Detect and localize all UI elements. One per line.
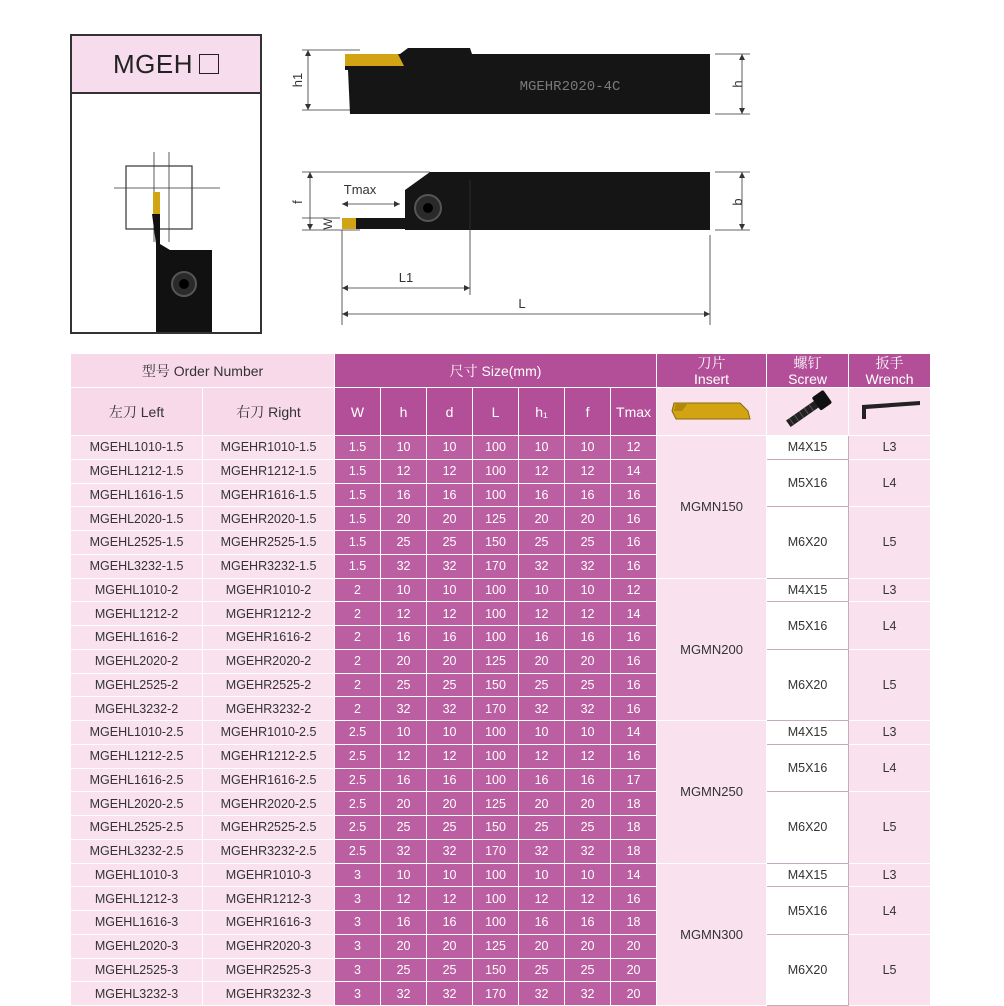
cell-dimension: 170 [473, 839, 519, 863]
cell-dimension: 125 [473, 792, 519, 816]
cell-dimension: 25 [381, 816, 427, 840]
table-row [71, 602, 931, 626]
cell-wrench: L3 [849, 578, 931, 602]
header-wrench [849, 354, 931, 388]
cell-dimension: 170 [473, 554, 519, 578]
cell-dimension: 12 [381, 459, 427, 483]
cell-dimension: 14 [611, 602, 657, 626]
cell-dimension: 125 [473, 934, 519, 958]
cell-dimension: 1.5 [335, 507, 381, 531]
cell-dimension: 2 [335, 626, 381, 650]
cell-dimension: 25 [565, 958, 611, 982]
cell-left-model: MGEHL2525-1.5 [71, 531, 203, 555]
cell-right-model: MGEHR1616-3 [203, 911, 335, 935]
cell-right-model: MGEHR2020-2.5 [203, 792, 335, 816]
cell-dimension: 12 [427, 459, 473, 483]
cell-left-model: MGEHL2525-3 [71, 958, 203, 982]
cell-dimension: 12 [565, 887, 611, 911]
cell-dimension: 32 [565, 554, 611, 578]
cell-dimension: 25 [427, 958, 473, 982]
cell-dimension: 20 [519, 792, 565, 816]
cell-dimension: 10 [381, 863, 427, 887]
cell-dimension: 3 [335, 982, 381, 1006]
holder-top-view [290, 172, 750, 325]
cell-dimension: 25 [427, 673, 473, 697]
cell-dimension: 1.5 [335, 554, 381, 578]
cell-dimension: 16 [519, 911, 565, 935]
cell-dimension: 16 [565, 911, 611, 935]
spec-table-body [71, 436, 931, 1006]
header-col-l: L [473, 388, 519, 436]
cell-dimension: 16 [427, 768, 473, 792]
cell-left-model: MGEHL1010-1.5 [71, 436, 203, 460]
cell-dimension: 12 [565, 744, 611, 768]
cell-dimension: 16 [611, 531, 657, 555]
cell-dimension: 20 [565, 649, 611, 673]
cell-dimension: 25 [565, 816, 611, 840]
cell-dimension: 16 [611, 649, 657, 673]
cell-dimension: 10 [427, 436, 473, 460]
cell-dimension: 16 [565, 626, 611, 650]
cell-left-model: MGEHL1616-3 [71, 911, 203, 935]
dim-tmax-label: Tmax [343, 182, 377, 197]
cell-dimension: 12 [565, 459, 611, 483]
cell-dimension: 16 [381, 626, 427, 650]
header-size: 尺寸 Size(mm) [335, 354, 657, 388]
cell-wrench: L3 [849, 436, 931, 460]
cell-dimension: 100 [473, 744, 519, 768]
cell-dimension: 10 [427, 721, 473, 745]
cell-dimension: 16 [519, 483, 565, 507]
cell-dimension: 16 [565, 768, 611, 792]
cell-screw: M4X15 [767, 863, 849, 887]
header-insert [657, 354, 767, 388]
table-row [71, 792, 931, 816]
cell-left-model: MGEHL1212-1.5 [71, 459, 203, 483]
cell-wrench: L5 [849, 934, 931, 1005]
cell-dimension: 25 [427, 531, 473, 555]
cell-dimension: 32 [519, 697, 565, 721]
cell-dimension: 20 [565, 934, 611, 958]
cell-right-model: MGEHR1212-1.5 [203, 459, 335, 483]
holder-dimension-drawings [280, 40, 760, 330]
table-row [71, 459, 931, 483]
cell-dimension: 12 [611, 578, 657, 602]
spec-table [70, 353, 931, 1006]
cell-dimension: 12 [519, 602, 565, 626]
cell-dimension: 16 [427, 483, 473, 507]
cell-dimension: 16 [381, 911, 427, 935]
cell-dimension: 25 [381, 673, 427, 697]
cell-dimension: 32 [565, 839, 611, 863]
cell-dimension: 32 [519, 839, 565, 863]
cell-dimension: 2.5 [335, 816, 381, 840]
table-row [71, 863, 931, 887]
cell-dimension: 16 [611, 697, 657, 721]
header-wrench-cn: 扳手 [875, 354, 904, 371]
header-left: 左刀 Left [71, 388, 203, 436]
cell-dimension: 125 [473, 649, 519, 673]
header-col-tmax: Tmax [611, 388, 657, 436]
table-row [71, 578, 931, 602]
cell-dimension: 12 [427, 602, 473, 626]
dim-l1-label: L1 [398, 270, 414, 285]
insert-image [657, 388, 767, 436]
cell-dimension: 32 [565, 982, 611, 1006]
holder-front-view [290, 48, 750, 114]
cell-wrench: L5 [849, 792, 931, 863]
cell-wrench: L4 [849, 887, 931, 935]
cell-dimension: 20 [381, 649, 427, 673]
cell-dimension: 170 [473, 982, 519, 1006]
cell-dimension: 1.5 [335, 436, 381, 460]
cell-dimension: 3 [335, 934, 381, 958]
dim-f-label: f [290, 200, 305, 204]
header-col-h: h [381, 388, 427, 436]
cell-right-model: MGEHR2020-1.5 [203, 507, 335, 531]
cell-dimension: 16 [611, 744, 657, 768]
cell-dimension: 3 [335, 863, 381, 887]
dim-h1-label: h1 [290, 72, 305, 88]
cell-right-model: MGEHR2020-2 [203, 649, 335, 673]
cell-dimension: 12 [519, 887, 565, 911]
cell-dimension: 16 [611, 673, 657, 697]
wrench-image [849, 388, 931, 436]
cell-dimension: 32 [519, 554, 565, 578]
header-col-d: d [427, 388, 473, 436]
cell-wrench: L5 [849, 507, 931, 578]
cell-screw: M5X16 [767, 887, 849, 935]
cell-dimension: 32 [427, 697, 473, 721]
cell-dimension: 16 [427, 911, 473, 935]
cell-dimension: 3 [335, 887, 381, 911]
cell-dimension: 12 [519, 744, 565, 768]
cell-wrench: L4 [849, 744, 931, 792]
cell-dimension: 100 [473, 483, 519, 507]
cell-insert: MGMN250 [657, 721, 767, 864]
cell-dimension: 16 [611, 483, 657, 507]
cell-dimension: 20 [611, 982, 657, 1006]
cell-dimension: 100 [473, 578, 519, 602]
cell-left-model: MGEHL3232-1.5 [71, 554, 203, 578]
cell-dimension: 2 [335, 649, 381, 673]
cell-dimension: 32 [381, 839, 427, 863]
cell-left-model: MGEHL1616-1.5 [71, 483, 203, 507]
dim-b-label: b [730, 198, 745, 206]
cell-dimension: 32 [381, 697, 427, 721]
cell-dimension: 25 [519, 958, 565, 982]
cell-left-model: MGEHL3232-3 [71, 982, 203, 1006]
title-card [70, 34, 262, 334]
cell-dimension: 14 [611, 863, 657, 887]
cell-right-model: MGEHR1616-2 [203, 626, 335, 650]
header-screw-en: Screw [788, 370, 827, 387]
cell-left-model: MGEHL3232-2 [71, 697, 203, 721]
cell-right-model: MGEHR3232-3 [203, 982, 335, 1006]
cell-right-model: MGEHR1212-2.5 [203, 744, 335, 768]
table-row [71, 721, 931, 745]
cell-dimension: 20 [519, 934, 565, 958]
cell-dimension: 1.5 [335, 459, 381, 483]
cell-dimension: 20 [427, 934, 473, 958]
cell-left-model: MGEHL1616-2.5 [71, 768, 203, 792]
cell-dimension: 2 [335, 578, 381, 602]
cell-dimension: 2.5 [335, 744, 381, 768]
cell-right-model: MGEHR1616-1.5 [203, 483, 335, 507]
cell-dimension: 100 [473, 768, 519, 792]
cell-dimension: 20 [565, 507, 611, 531]
cell-dimension: 20 [427, 507, 473, 531]
cell-dimension: 16 [519, 626, 565, 650]
cell-dimension: 10 [519, 578, 565, 602]
cell-dimension: 25 [519, 673, 565, 697]
cell-left-model: MGEHL2020-2.5 [71, 792, 203, 816]
cell-dimension: 16 [519, 768, 565, 792]
table-row [71, 887, 931, 911]
dim-l-label: L [518, 296, 526, 311]
cell-right-model: MGEHR2020-3 [203, 934, 335, 958]
cell-dimension: 10 [519, 863, 565, 887]
cell-dimension: 25 [565, 673, 611, 697]
cell-dimension: 20 [381, 934, 427, 958]
cell-dimension: 25 [565, 531, 611, 555]
table-row [71, 934, 931, 958]
cell-screw: M5X16 [767, 459, 849, 507]
cell-right-model: MGEHR1010-3 [203, 863, 335, 887]
cell-dimension: 100 [473, 887, 519, 911]
cell-dimension: 10 [381, 436, 427, 460]
cell-dimension: 10 [565, 578, 611, 602]
cell-dimension: 20 [611, 958, 657, 982]
cell-dimension: 2.5 [335, 721, 381, 745]
cell-screw: M5X16 [767, 744, 849, 792]
cell-dimension: 20 [381, 792, 427, 816]
cell-dimension: 20 [611, 934, 657, 958]
header-col-w: W [335, 388, 381, 436]
cell-right-model: MGEHR1010-2 [203, 578, 335, 602]
cell-right-model: MGEHR2525-1.5 [203, 531, 335, 555]
cell-dimension: 20 [427, 649, 473, 673]
cell-dimension: 12 [427, 887, 473, 911]
cell-dimension: 125 [473, 507, 519, 531]
cell-right-model: MGEHR3232-2 [203, 697, 335, 721]
cell-dimension: 32 [427, 554, 473, 578]
cell-wrench: L5 [849, 649, 931, 720]
cell-right-model: MGEHR1010-2.5 [203, 721, 335, 745]
cell-dimension: 10 [565, 436, 611, 460]
cell-dimension: 18 [611, 816, 657, 840]
cell-screw: M4X15 [767, 578, 849, 602]
cell-right-model: MGEHR1616-2.5 [203, 768, 335, 792]
cell-dimension: 2.5 [335, 839, 381, 863]
cell-dimension: 12 [381, 887, 427, 911]
cell-dimension: 32 [565, 697, 611, 721]
cell-screw: M6X20 [767, 934, 849, 1005]
cell-right-model: MGEHR1010-1.5 [203, 436, 335, 460]
cell-dimension: 16 [565, 483, 611, 507]
cell-dimension: 16 [611, 887, 657, 911]
header-wrench-en: Wrench [865, 370, 914, 387]
header-col-f: f [565, 388, 611, 436]
cell-dimension: 20 [565, 792, 611, 816]
table-row [71, 649, 931, 673]
cell-right-model: MGEHR2525-2.5 [203, 816, 335, 840]
cell-right-model: MGEHR3232-1.5 [203, 554, 335, 578]
cell-dimension: 20 [381, 507, 427, 531]
cell-dimension: 20 [519, 649, 565, 673]
cell-wrench: L4 [849, 459, 931, 507]
header-right: 右刀 Right [203, 388, 335, 436]
cell-screw: M4X15 [767, 721, 849, 745]
table-row [71, 507, 931, 531]
cell-dimension: 32 [427, 982, 473, 1006]
cell-dimension: 18 [611, 911, 657, 935]
cell-right-model: MGEHR1212-3 [203, 887, 335, 911]
cell-insert: MGMN300 [657, 863, 767, 1006]
cell-dimension: 10 [381, 721, 427, 745]
cell-left-model: MGEHL2020-3 [71, 934, 203, 958]
cell-dimension: 32 [519, 982, 565, 1006]
cell-dimension: 12 [519, 459, 565, 483]
cell-screw: M5X16 [767, 602, 849, 650]
cell-insert: MGMN150 [657, 436, 767, 579]
header-insert-cn: 刀片 [697, 354, 726, 371]
table-row [71, 744, 931, 768]
holder-body-label: MGEHR2020-4C [519, 79, 621, 95]
cell-dimension: 25 [519, 531, 565, 555]
cell-dimension: 2 [335, 697, 381, 721]
cell-left-model: MGEHL1212-2 [71, 602, 203, 626]
cell-left-model: MGEHL2525-2.5 [71, 816, 203, 840]
cell-dimension: 25 [519, 816, 565, 840]
cell-wrench: L3 [849, 721, 931, 745]
square-symbol-icon [199, 54, 219, 74]
cell-dimension: 16 [611, 554, 657, 578]
holder-side-view-drawing [72, 92, 260, 332]
title-text: MGEH [113, 48, 193, 79]
cell-dimension: 1.5 [335, 531, 381, 555]
cell-dimension: 100 [473, 721, 519, 745]
cell-dimension: 150 [473, 958, 519, 982]
cell-left-model: MGEHL1010-3 [71, 863, 203, 887]
cell-dimension: 12 [611, 436, 657, 460]
cell-dimension: 10 [565, 721, 611, 745]
cell-dimension: 16 [611, 626, 657, 650]
cell-dimension: 14 [611, 459, 657, 483]
cell-dimension: 18 [611, 839, 657, 863]
cell-right-model: MGEHR2525-2 [203, 673, 335, 697]
cell-left-model: MGEHL1212-3 [71, 887, 203, 911]
cell-dimension: 16 [381, 768, 427, 792]
cell-dimension: 14 [611, 721, 657, 745]
cell-dimension: 32 [381, 982, 427, 1006]
cell-dimension: 2.5 [335, 768, 381, 792]
cell-dimension: 170 [473, 697, 519, 721]
cell-dimension: 150 [473, 531, 519, 555]
cell-dimension: 16 [381, 483, 427, 507]
cell-insert: MGMN200 [657, 578, 767, 721]
cell-wrench: L3 [849, 863, 931, 887]
cell-dimension: 18 [611, 792, 657, 816]
header-screw [767, 354, 849, 388]
cell-dimension: 10 [519, 436, 565, 460]
cell-dimension: 3 [335, 958, 381, 982]
cell-dimension: 32 [381, 554, 427, 578]
cell-left-model: MGEHL1010-2.5 [71, 721, 203, 745]
cell-screw: M6X20 [767, 649, 849, 720]
table-row [71, 436, 931, 460]
cell-screw: M6X20 [767, 792, 849, 863]
cell-dimension: 2.5 [335, 792, 381, 816]
cell-left-model: MGEHL2525-2 [71, 673, 203, 697]
cell-dimension: 100 [473, 602, 519, 626]
cell-dimension: 150 [473, 816, 519, 840]
cell-left-model: MGEHL1212-2.5 [71, 744, 203, 768]
cell-dimension: 12 [427, 744, 473, 768]
cell-right-model: MGEHR1212-2 [203, 602, 335, 626]
cell-dimension: 25 [427, 816, 473, 840]
cell-dimension: 10 [565, 863, 611, 887]
header-col-h1: h₁ [519, 388, 565, 436]
cell-right-model: MGEHR2525-3 [203, 958, 335, 982]
cell-dimension: 100 [473, 911, 519, 935]
title-box [72, 36, 260, 94]
cell-dimension: 32 [427, 839, 473, 863]
dim-h-label: h [730, 80, 745, 88]
cell-dimension: 10 [427, 863, 473, 887]
cell-dimension: 25 [381, 531, 427, 555]
cell-dimension: 2 [335, 673, 381, 697]
cell-dimension: 20 [519, 507, 565, 531]
cell-dimension: 12 [565, 602, 611, 626]
cell-right-model: MGEHR3232-2.5 [203, 839, 335, 863]
cell-dimension: 150 [473, 673, 519, 697]
cell-dimension: 3 [335, 911, 381, 935]
cell-left-model: MGEHL2020-2 [71, 649, 203, 673]
cell-dimension: 16 [611, 507, 657, 531]
header-order-number: 型号 Order Number [71, 354, 335, 388]
cell-left-model: MGEHL1616-2 [71, 626, 203, 650]
cell-dimension: 100 [473, 459, 519, 483]
header-insert-en: Insert [694, 370, 730, 387]
screw-image [767, 388, 849, 436]
cell-dimension: 10 [519, 721, 565, 745]
cell-left-model: MGEHL1010-2 [71, 578, 203, 602]
cell-screw: M6X20 [767, 507, 849, 578]
cell-dimension: 20 [427, 792, 473, 816]
cell-dimension: 100 [473, 626, 519, 650]
cell-left-model: MGEHL2020-1.5 [71, 507, 203, 531]
cell-dimension: 16 [427, 626, 473, 650]
cell-dimension: 100 [473, 863, 519, 887]
cell-dimension: 2 [335, 602, 381, 626]
cell-dimension: 10 [381, 578, 427, 602]
header-screw-cn: 螺钉 [793, 354, 822, 371]
cell-dimension: 12 [381, 744, 427, 768]
cell-dimension: 17 [611, 768, 657, 792]
cell-dimension: 100 [473, 436, 519, 460]
cell-dimension: 1.5 [335, 483, 381, 507]
cell-dimension: 10 [427, 578, 473, 602]
cell-dimension: 25 [381, 958, 427, 982]
cell-dimension: 12 [381, 602, 427, 626]
cell-screw: M4X15 [767, 436, 849, 460]
cell-left-model: MGEHL3232-2.5 [71, 839, 203, 863]
cell-wrench: L4 [849, 602, 931, 650]
dim-w-label: W [321, 218, 335, 230]
